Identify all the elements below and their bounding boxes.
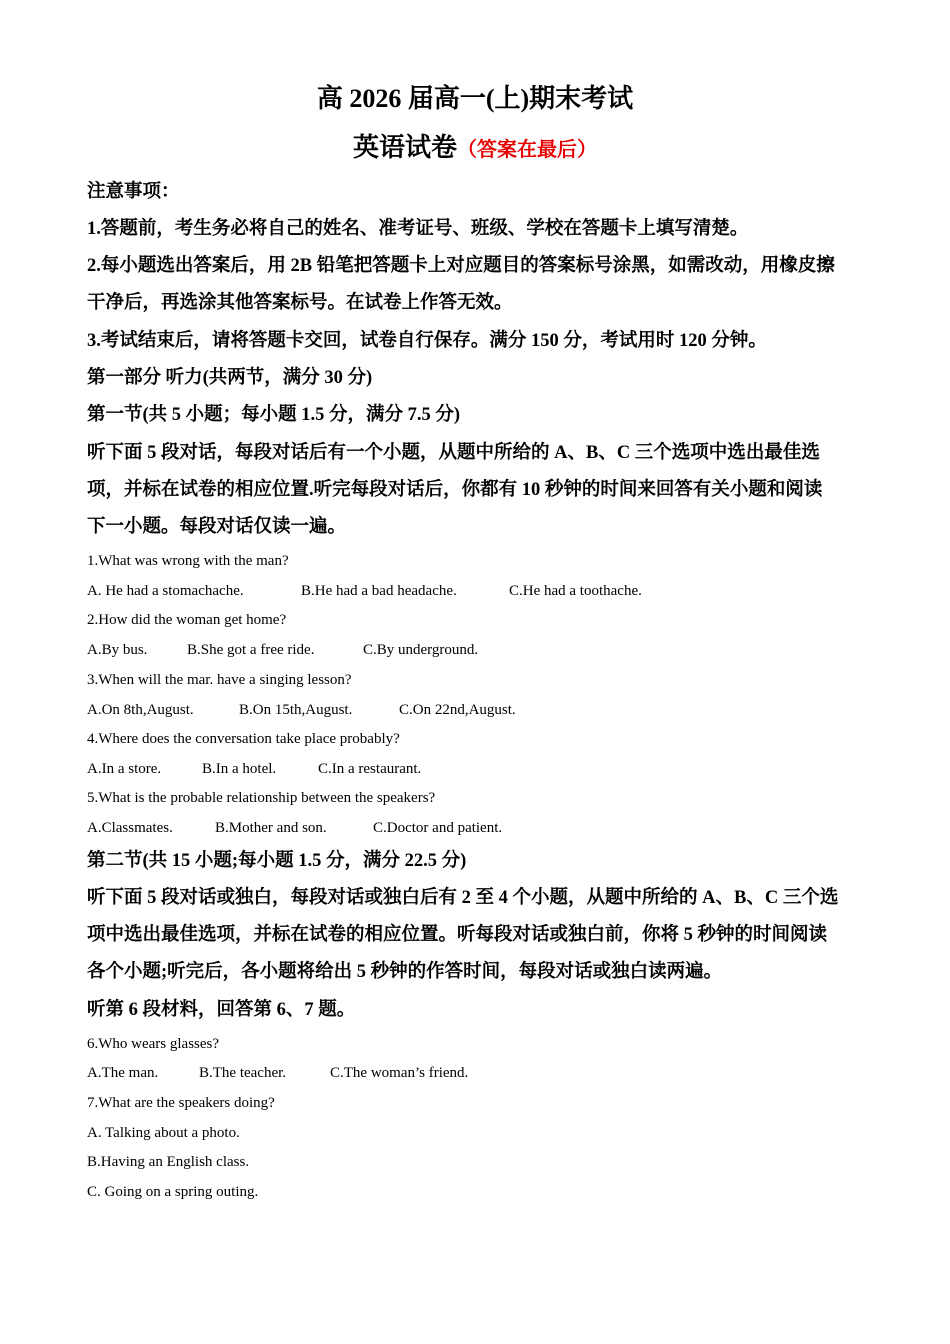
question-5-stem: 5.What is the probable relationship between the speakers? bbox=[87, 790, 436, 806]
question-1-option-a: A. He had a stomachache. bbox=[87, 583, 244, 599]
question-1-options bbox=[87, 581, 642, 601]
material-6-heading: 听第 6 段材料，回答第 6、7 题。 bbox=[87, 1000, 356, 1020]
question-4-stem: 4.Where does the conversation take place probably? bbox=[87, 731, 400, 747]
question-3-stem: 3.When will the mar. have a singing lesson? bbox=[87, 672, 352, 688]
question-5-options bbox=[87, 818, 502, 838]
question-5-option-b: B.Mother and son. bbox=[215, 820, 327, 836]
question-3-options bbox=[87, 700, 516, 720]
question-5-option-c: C.Doctor and patient. bbox=[373, 820, 503, 836]
question-7-option-c: C. Going on a spring outing. bbox=[87, 1184, 259, 1200]
question-6-option-b: B.The teacher. bbox=[199, 1065, 287, 1081]
section1-directions-line-1: 听下面 5 段对话，每段对话后有一个小题，从题中所给的 A、B、C 三个选项中选出最佳选 bbox=[87, 443, 820, 463]
question-2-option-a: A.By bus. bbox=[87, 642, 148, 658]
question-4-option-c: C.In a restaurant. bbox=[318, 761, 422, 777]
question-6-option-c: C.The woman’s friend. bbox=[330, 1065, 469, 1081]
question-3-option-b: B.On 15th,August. bbox=[239, 702, 353, 718]
question-3-option-c: C.On 22nd,August. bbox=[399, 702, 516, 718]
instruction-item-3: 3.考试结束后，请将答题卡交回，试卷自行保存。满分 150 分，考试用时 120 分钟。 bbox=[87, 331, 767, 351]
exam-title: 高 2026 届高一(上)期末考试 bbox=[316, 84, 634, 113]
question-4-options bbox=[87, 759, 421, 779]
section1-heading: 第一节(共 5 小题；每小题 1.5 分，满分 7.5 分) bbox=[87, 405, 461, 425]
question-1-option-b: B.He had a bad headache. bbox=[301, 583, 457, 599]
instructions-heading: 注意事项： bbox=[87, 182, 180, 202]
section2-directions-line-2: 项中选出最佳选项，并标在试卷的相应位置。听每段对话或独白前，你将 5 秒钟的时间阅读 bbox=[87, 925, 828, 945]
instruction-item-2-line-2: 干净后，再选涂其他答案标号。在试卷上作答无效。 bbox=[87, 293, 513, 313]
instruction-item-1: 1.答题前，考生务必将自己的姓名、准考证号、班级、学校在答题卡上填写清楚。 bbox=[87, 219, 749, 239]
section2-directions-line-3: 各个小题;听完后，各小题将给出 5 秒钟的作答时间，每段对话或独白读两遍。 bbox=[87, 962, 723, 982]
question-6-option-a: A.The man. bbox=[87, 1065, 159, 1081]
question-5-option-a: A.Classmates. bbox=[87, 820, 173, 836]
question-2-stem: 2.How did the woman get home? bbox=[87, 612, 287, 628]
question-2-option-c: C.By underground. bbox=[363, 642, 479, 658]
exam-subject-line bbox=[0, 133, 950, 165]
section2-directions-line-1: 听下面 5 段对话或独白，每段对话或独白后有 2 至 4 个小题，从题中所给的 A、B、C 三个选 bbox=[87, 888, 839, 908]
question-2-options bbox=[87, 640, 478, 660]
question-7-option-b: B.Having an English class. bbox=[87, 1154, 250, 1170]
question-7-option-a: A. Talking about a photo. bbox=[87, 1125, 240, 1141]
question-1-stem: 1.What was wrong with the man? bbox=[87, 553, 289, 569]
exam-subject: 英语试卷 bbox=[352, 133, 457, 162]
part1-heading: 第一部分 听力(共两节，满分 30 分) bbox=[87, 368, 373, 388]
section2-heading: 第二节(共 15 小题;每小题 1.5 分，满分 22.5 分) bbox=[87, 851, 467, 871]
instruction-item-2-line-1: 2.每小题选出答案后，用 2B 铅笔把答题卡上对应题目的答案标号涂黑，如需改动，用橡皮擦 bbox=[87, 256, 835, 276]
answer-note: （答案在最后） bbox=[457, 139, 597, 161]
question-4-option-a: A.In a store. bbox=[87, 761, 162, 777]
question-6-stem: 6.Who wears glasses? bbox=[87, 1036, 220, 1052]
section1-directions-line-2: 项，并标在试卷的相应位置.听完每段对话后，你都有 10 秒钟的时间来回答有关小题和阅读 bbox=[87, 480, 823, 500]
question-4-option-b: B.In a hotel. bbox=[202, 761, 277, 777]
section1-directions-line-3: 下一小题。每段对话仅读一遍。 bbox=[87, 517, 347, 537]
question-3-option-a: A.On 8th,August. bbox=[87, 702, 194, 718]
question-6-options bbox=[87, 1063, 468, 1083]
question-1-option-c: C.He had a toothache. bbox=[509, 583, 642, 599]
question-2-option-b: B.She got a free ride. bbox=[187, 642, 315, 658]
question-7-stem: 7.What are the speakers doing? bbox=[87, 1095, 275, 1111]
